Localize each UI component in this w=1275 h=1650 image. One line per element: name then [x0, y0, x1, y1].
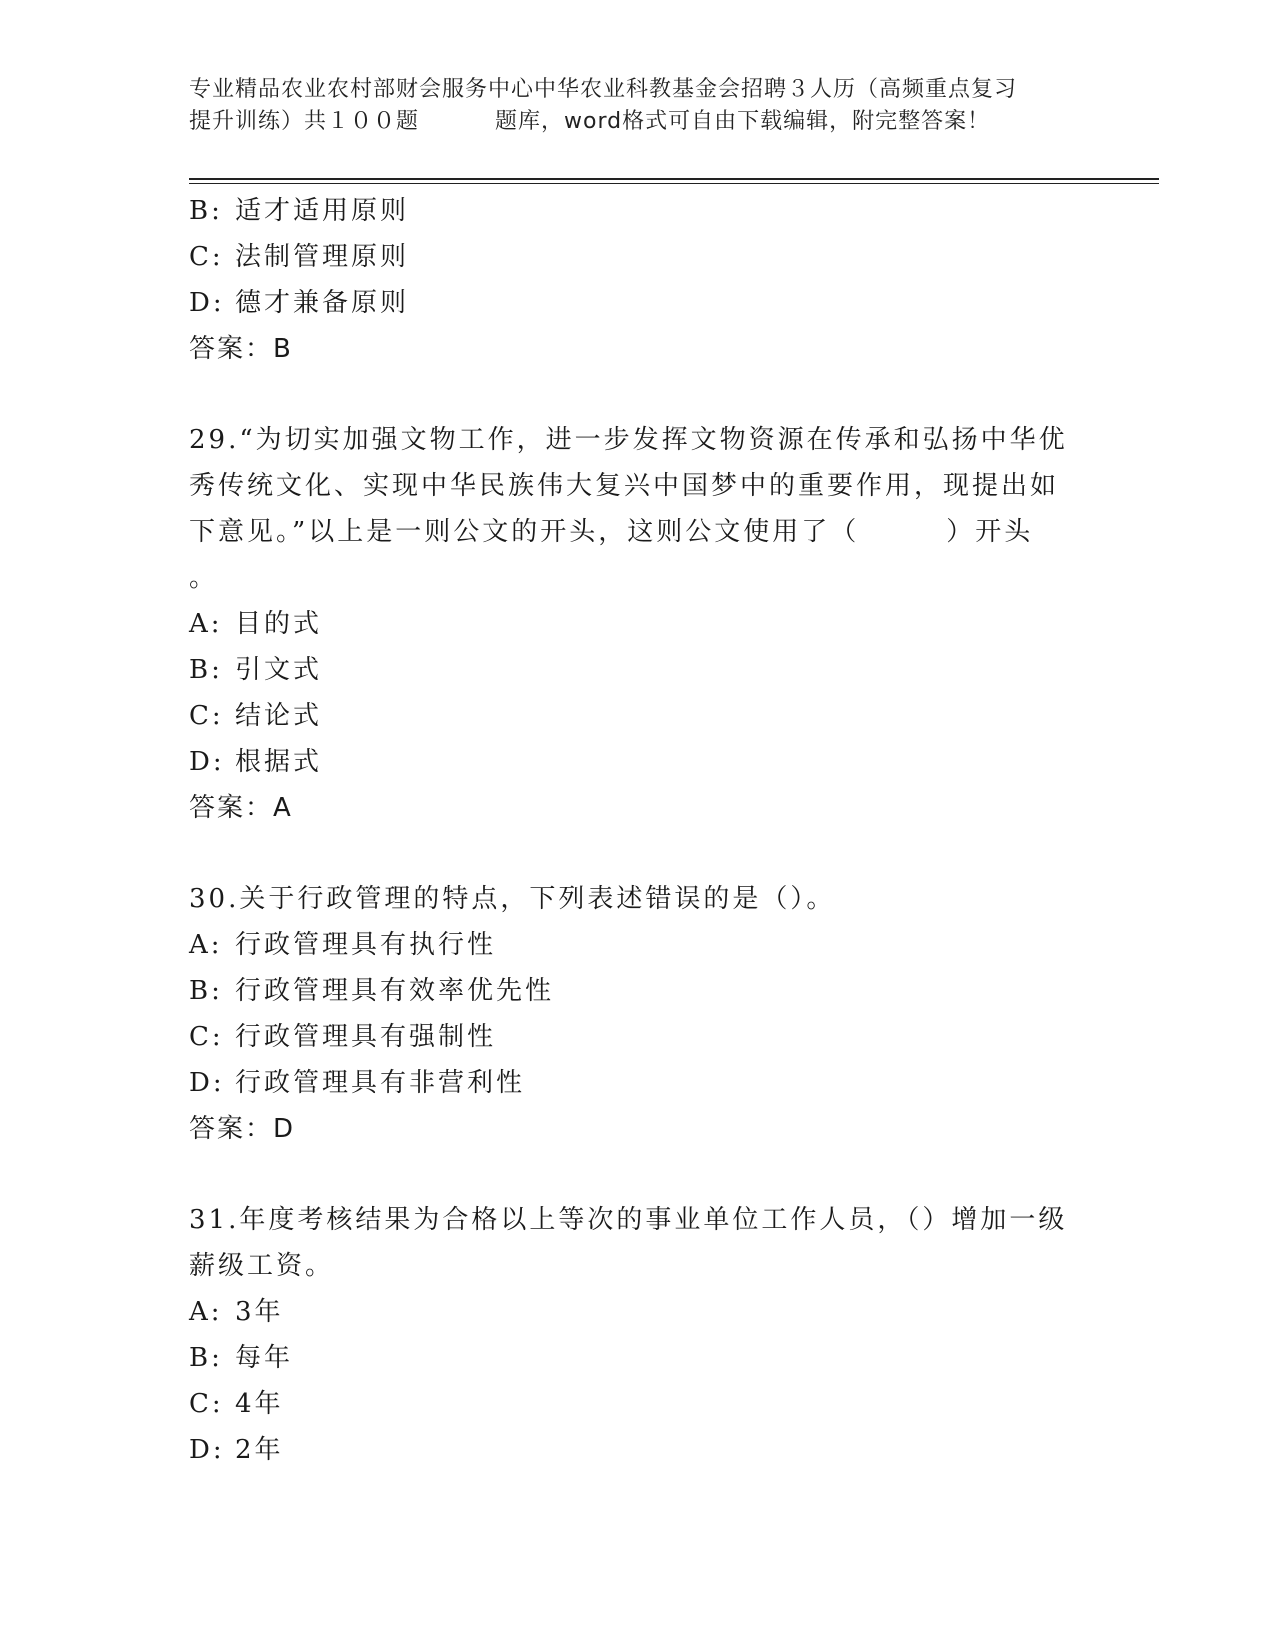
option-c: C: 4年: [189, 1389, 284, 1419]
question-block-29: [189, 417, 1089, 831]
option-b: B: 适才适用原则: [189, 196, 410, 226]
header-title-line-1: 专业精品农业农村部财会服务中心中华农业科教基金会招聘３人历（高频重点复习: [189, 77, 1018, 102]
option-b: B: 引文式: [189, 655, 323, 685]
option-a: A: 3年: [189, 1297, 284, 1327]
answer-line: 答案：B: [189, 334, 293, 364]
option-b: B: 行政管理具有效率优先性: [189, 976, 555, 1006]
option-b: B: 每年: [189, 1343, 294, 1373]
header-divider-thin: [189, 183, 1159, 184]
question-stem-line: 30.关于行政管理的特点，下列表述错误的是（）。: [189, 884, 836, 914]
question-block-30: [189, 876, 1089, 1152]
option-d: D: 行政管理具有非营利性: [189, 1068, 526, 1098]
page-header: [189, 74, 1089, 138]
option-d: D: 根据式: [189, 747, 323, 777]
option-a: A: 目的式: [189, 609, 323, 639]
header-divider: [189, 178, 1159, 180]
answer-line: 答案：D: [189, 1114, 296, 1144]
question-stem-line: 29.“为切实加强文物工作，进一步发挥文物资源在传承和弘扬中华优: [189, 425, 1068, 455]
question-stem-line: 。: [189, 563, 219, 593]
question-stem-line: 31.年度考核结果为合格以上等次的事业单位工作人员，（）增加一级: [189, 1205, 1068, 1235]
option-d: D: 2年: [189, 1435, 284, 1465]
option-c: C: 结论式: [189, 701, 323, 731]
option-c: C: 法制管理原则: [189, 242, 410, 272]
question-list: [189, 188, 1089, 1473]
option-a: A: 行政管理具有执行性: [189, 930, 497, 960]
question-stem-line: 下意见。”以上是一则公文的开头，这则公文使用了（ ）开头: [189, 517, 1034, 547]
question-stem-line: 秀传统文化、实现中华民族伟大复兴中国梦中的重要作用，现提出如: [189, 471, 1060, 501]
question-block-prev: [189, 188, 1089, 372]
answer-line: 答案：A: [189, 793, 293, 823]
option-d: D: 德才兼备原则: [189, 288, 410, 318]
header-title-line-2-part-b: 题库，word格式可自由下载编辑，附完整答案！: [495, 109, 991, 134]
header-title-line-2: [189, 106, 1089, 138]
question-block-31: [189, 1197, 1089, 1473]
question-stem-line: 薪级工资。: [189, 1251, 335, 1281]
option-c: C: 行政管理具有强制性: [189, 1022, 497, 1052]
header-title-line-2-part-a: 提升训练）共１００题: [189, 109, 420, 134]
